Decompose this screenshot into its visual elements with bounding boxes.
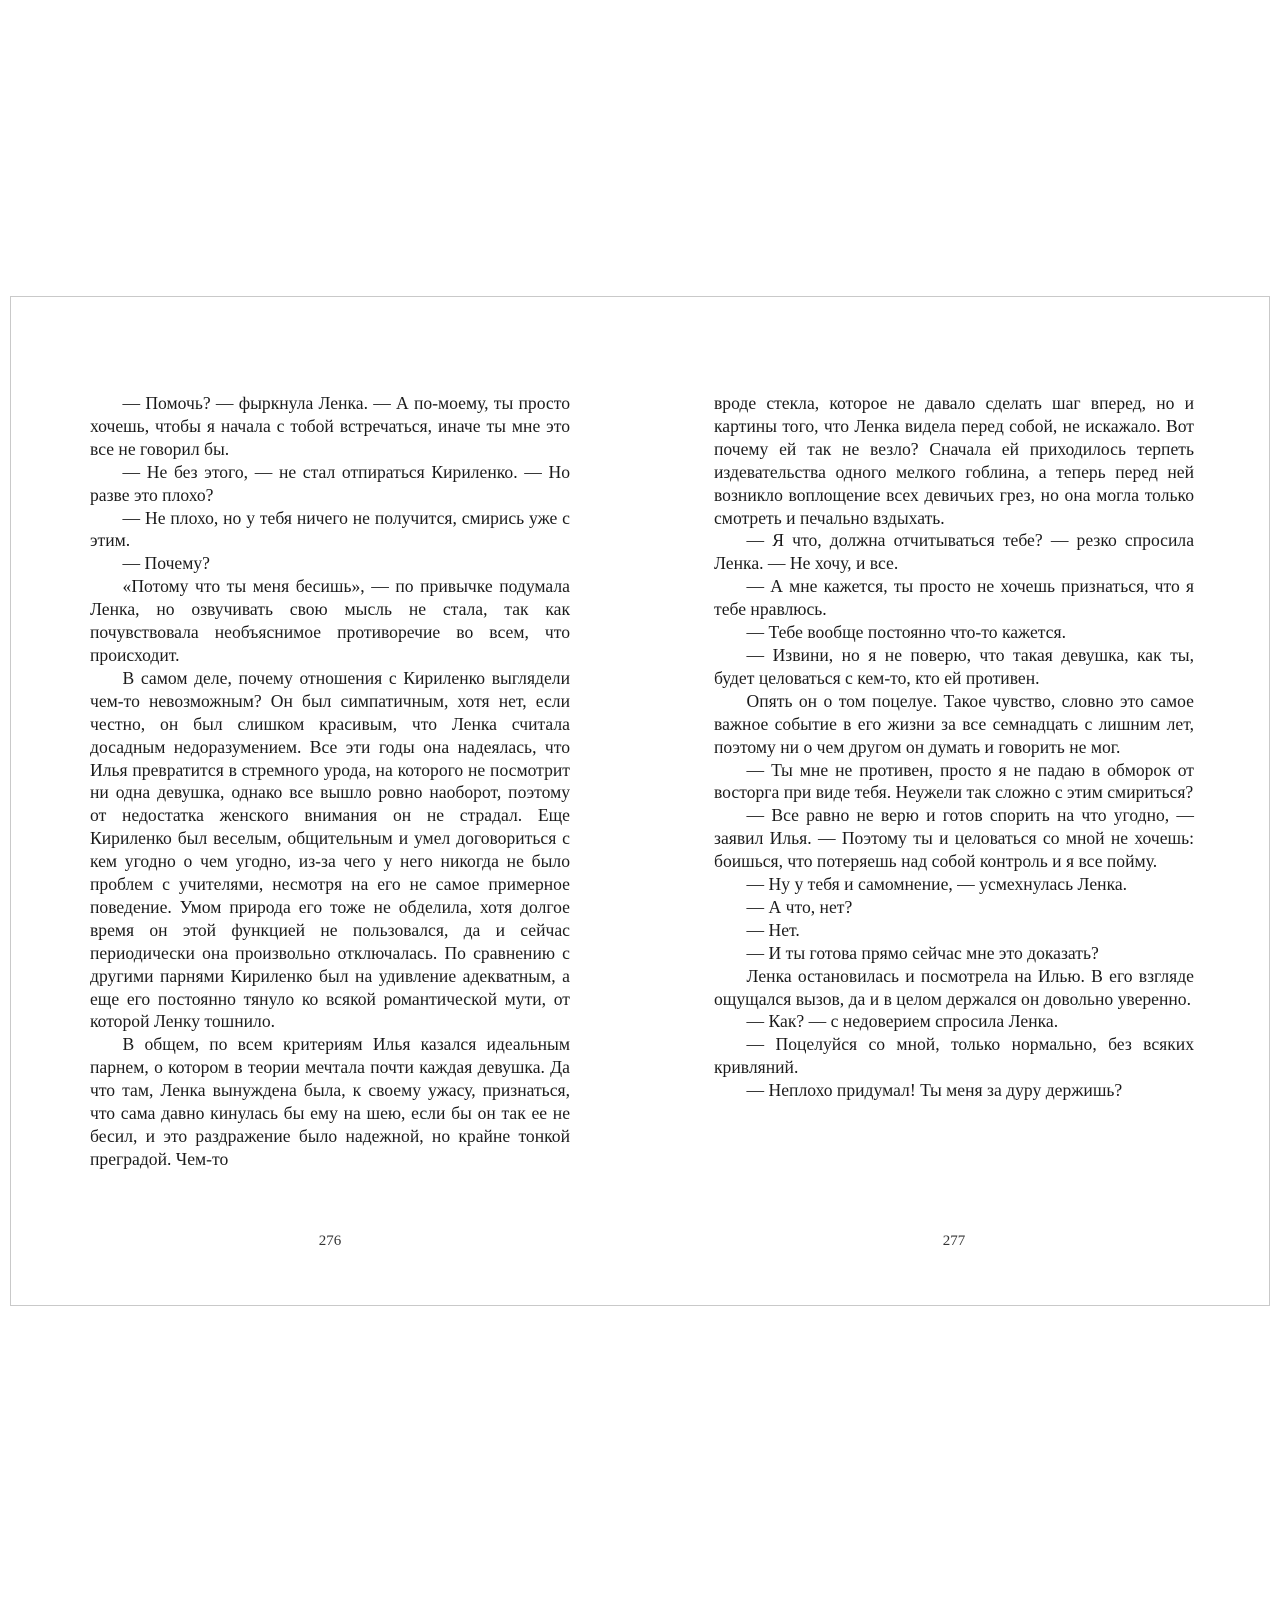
paragraph: — И ты готова прямо сейчас мне это доказать? <box>746 942 1099 963</box>
left-page-text <box>90 392 570 1171</box>
paragraph: — Ты мне не противен, просто я не падаю в обморок от восторга при виде тебя. Неужели так сложно с этим смириться? <box>714 759 1194 803</box>
paragraph: — Поцелуйся со мной, только нормально, без всяких кривляний. <box>714 1034 1194 1078</box>
page-number-left: 276 <box>318 1233 342 1249</box>
page-number-right: 277 <box>942 1233 966 1249</box>
paragraph: — А мне кажется, ты просто не хочешь признаться, что я тебе нравлюсь. <box>714 576 1194 620</box>
paragraph: — Ну у тебя и самомнение, — усмехнулась Ленка. <box>746 874 1128 895</box>
paragraph: В самом деле, почему отношения с Кириленко выглядели чем-то невозможным? Он был симпатичным, хотя нет, если честно, он был слишком красивым, что Ленка считала досадным недоразумением. Все эти годы она надеялась, что Илья превратится в стремного урода, на которого не посмотрит ни одна девушка, однако все вышло ровно наоборот, поэтому от недостатка женского внимания он не страдал. Еще Кириленко был веселым, общительным и умел договориться с кем угодно о чем угодно, из-за чего у него никогда не было проблем с учителями, несмотря на его не самое примерное поведение. Умом природа его тоже не обделила, хотя долгое время он этой функцией не пользовался, да и сейчас периодически она произвольно отключалась. По сравнению с другими парнями Кириленко был на удивление адекватным, а еще его постоянно тянуло ко всякой романтической мути, от которой Ленку тошнило. <box>90 667 570 1032</box>
paragraph: Опять он о том поцелуе. Такое чувство, словно это самое важное событие в его жизни за все семнадцать с лишним лет, поэтому ни о чем другом он думать и говорить не мог. <box>714 690 1194 757</box>
paragraph: — Тебе вообще постоянно что-то кажется. <box>746 622 1066 643</box>
paragraph: — Как? — с недоверием спросила Ленка. <box>746 1011 1059 1032</box>
paragraph: — Не без этого, — не стал отпираться Кириленко. — Но разве это плохо? <box>90 461 570 505</box>
right-page-text <box>714 392 1194 1102</box>
paragraph: Ленка остановилась и посмотрела на Илью. В его взгляде ощущался вызов, да и в целом держался он довольно уверенно. <box>714 965 1194 1009</box>
paragraph: — Не плохо, но у тебя ничего не получится, смирись уже с этим. <box>90 507 570 551</box>
paragraph: — Неплохо придумал! Ты меня за дуру держишь? <box>746 1080 1123 1101</box>
paragraph: — А что, нет? <box>746 896 853 917</box>
left-page <box>90 392 570 1171</box>
paragraph: «Потому что ты меня бесишь», — по привычке подумала Ленка, но озвучивать свою мысль не стала, так как почувствовала необъяснимое противоречие во всем, что происходит. <box>90 576 570 665</box>
paragraph: В общем, по всем критериям Илья казался идеальным парнем, о котором в теории мечтала почти каждая девушка. Да что там, Ленка вынуждена была, к своему ужасу, признаться, что сама давно кинулась бы ему на шею, если бы он так ее не бесил, и это раздражение было надежной, но крайне тонкой преградой. Чем-то <box>90 1034 570 1169</box>
paragraph-continued: вроде стекла, которое не давало сделать шаг вперед, но и картины того, что Ленка видела перед собой, не искажало. Вот почему ей так не везло? Сначала ей приходилось терпеть издевательства одного мелкого гоблина, а теперь перед ней возникло воплощение всех девичьих грез, но она могла только смотреть и печально вздыхать. <box>714 393 1194 528</box>
paragraph: — Все равно не верю и готов спорить на что угодно, — заявил Илья. — Поэтому ты и целоваться со мной не хочешь: боишься, что потеряешь над собой контроль и я все пойму. <box>714 805 1194 872</box>
paragraph: — Нет. <box>746 919 800 940</box>
book-spread <box>10 296 1270 1306</box>
paragraph: — Я что, должна отчитываться тебе? — резко спросила Ленка. — Не хочу, и все. <box>714 530 1194 574</box>
paragraph: — Почему? <box>122 553 210 574</box>
paragraph: — Помочь? — фыркнула Ленка. — А по-моему, ты просто хочешь, чтобы я начала с тобой встречаться, иначе ты мне это все не говорил бы. <box>90 393 570 459</box>
paragraph: — Извини, но я не поверю, что такая девушка, как ты, будет целоваться с кем-то, кто ей противен. <box>714 644 1194 688</box>
right-page <box>714 392 1194 1102</box>
